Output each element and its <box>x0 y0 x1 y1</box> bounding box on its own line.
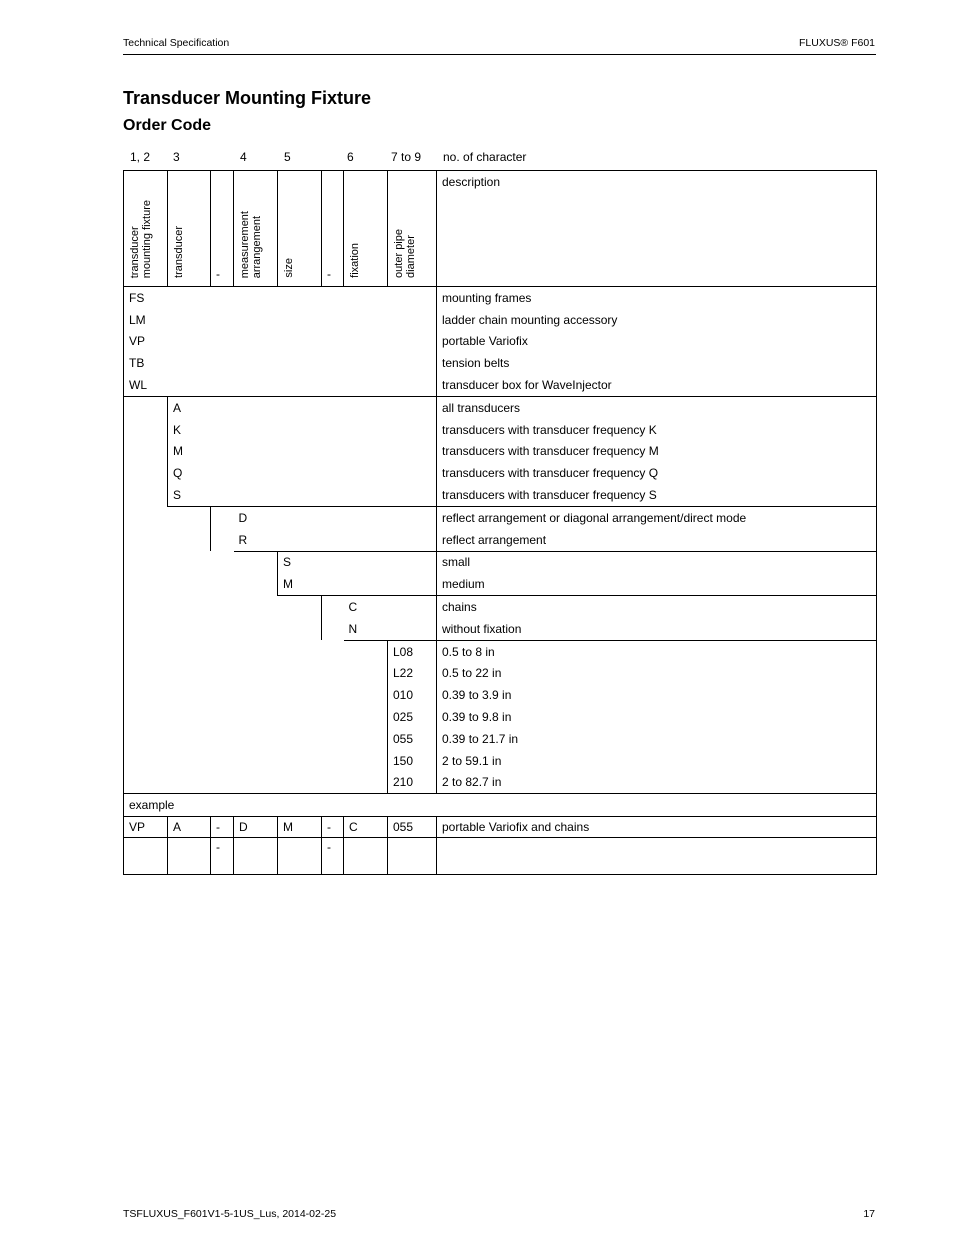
char-number-3: 3 <box>173 150 180 164</box>
column-header-size: size <box>278 171 322 287</box>
spacer-cell <box>124 728 168 750</box>
option-row-outer-pipe-diameter <box>124 706 877 728</box>
option-description: transducers with transducer frequency Q <box>437 462 877 484</box>
spacer-cell <box>278 728 322 750</box>
column-header-transducer: transducer <box>168 171 211 287</box>
option-row-outer-pipe-diameter <box>124 640 877 662</box>
option-code: LM <box>124 309 437 331</box>
option-description: transducer box for WaveInjector <box>437 374 877 396</box>
option-code: C <box>344 596 437 618</box>
blank-cell <box>344 838 388 875</box>
option-code: 210 <box>388 772 437 794</box>
option-code: WL <box>124 374 437 396</box>
option-code: S <box>168 484 437 506</box>
example-label-row <box>124 794 877 817</box>
spacer-cell <box>322 640 344 662</box>
spacer-cell <box>124 462 168 484</box>
option-row-mounting-fixture <box>124 287 877 309</box>
option-description: chains <box>437 596 877 618</box>
option-row-size <box>124 551 877 573</box>
spacer-cell <box>278 663 322 685</box>
example-value-cell: C <box>344 817 388 838</box>
spacer-cell <box>211 750 234 772</box>
order-code-table <box>123 170 877 875</box>
option-code: M <box>278 573 437 595</box>
option-code: Q <box>168 462 437 484</box>
blank-cell <box>278 838 322 875</box>
spacer-cell <box>322 618 344 640</box>
header-document-title: Technical Specification <box>123 37 230 49</box>
spacer-cell <box>278 684 322 706</box>
spacer-cell <box>168 529 211 551</box>
option-row-fixation <box>124 618 877 640</box>
option-description: all transducers <box>437 396 877 418</box>
blank-cell <box>168 838 211 875</box>
example-value-cell: - <box>322 817 344 838</box>
spacer-cell <box>211 706 234 728</box>
spacer-cell <box>234 684 278 706</box>
spacer-cell <box>211 506 234 528</box>
option-code: VP <box>124 331 437 353</box>
option-row-fixation <box>124 596 877 618</box>
spacer-cell <box>168 573 211 595</box>
option-code: S <box>278 551 437 573</box>
spacer-cell <box>278 640 322 662</box>
char-number-1-2: 1, 2 <box>130 150 151 164</box>
example-value-cell: D <box>234 817 278 838</box>
spacer-cell <box>124 396 168 418</box>
spacer-cell <box>278 772 322 794</box>
option-row-outer-pipe-diameter <box>124 663 877 685</box>
spacer-cell <box>234 640 278 662</box>
char-number-caption: no. of character <box>443 150 527 164</box>
option-description: 0.5 to 8 in <box>437 640 877 662</box>
section-subtitle: Order Code <box>123 117 212 134</box>
option-code: N <box>344 618 437 640</box>
spacer-cell <box>124 419 168 441</box>
example-value-cell: VP <box>124 817 168 838</box>
example-value-cell: M <box>278 817 322 838</box>
option-description: mounting frames <box>437 287 877 309</box>
option-description: 0.5 to 22 in <box>437 663 877 685</box>
spacer-cell <box>168 551 211 573</box>
column-header-separator-1: - <box>211 171 234 287</box>
option-row-mounting-fixture <box>124 331 877 353</box>
char-number-7-9: 7 to 9 <box>391 150 422 164</box>
example-value-cell: 055 <box>388 817 437 838</box>
option-description: 0.39 to 21.7 in <box>437 728 877 750</box>
option-description: transducers with transducer frequency M <box>437 441 877 463</box>
blank-cell <box>234 838 278 875</box>
option-code: 055 <box>388 728 437 750</box>
example-value-cell: - <box>211 817 234 838</box>
spacer-cell <box>168 750 211 772</box>
option-description: portable Variofix <box>437 331 877 353</box>
option-row-mounting-fixture <box>124 352 877 374</box>
spacer-cell <box>168 772 211 794</box>
column-header-fixation: fixation <box>344 171 388 287</box>
option-code: FS <box>124 287 437 309</box>
blank-order-row <box>124 838 877 875</box>
spacer-cell <box>234 551 278 573</box>
option-description: 2 to 59.1 in <box>437 750 877 772</box>
column-header-outer-pipe-diameter: outer pipe diameter <box>388 171 437 287</box>
spacer-cell <box>344 772 388 794</box>
spacer-cell <box>322 728 344 750</box>
option-row-outer-pipe-diameter <box>124 772 877 794</box>
spacer-cell <box>168 506 211 528</box>
example-value-cell: A <box>168 817 211 838</box>
header-product-name: FLUXUS® F601 <box>798 37 875 49</box>
spacer-cell <box>344 750 388 772</box>
spacer-cell <box>124 618 168 640</box>
footer-document-id: TSFLUXUS_F601V1-5-1US_Lus, 2014-02-25 <box>123 1208 337 1220</box>
option-description: small <box>437 551 877 573</box>
spacer-cell <box>211 640 234 662</box>
option-row-outer-pipe-diameter <box>124 684 877 706</box>
blank-cell <box>388 838 437 875</box>
option-description: tension belts <box>437 352 877 374</box>
option-row-mounting-fixture <box>124 309 877 331</box>
spacer-cell <box>322 772 344 794</box>
char-number-5: 5 <box>284 150 291 164</box>
page-title: Transducer Mounting Fixture <box>123 88 372 108</box>
spacer-cell <box>278 706 322 728</box>
option-row-mounting-fixture <box>124 374 877 396</box>
column-header-separator-2: - <box>322 171 344 287</box>
option-description: medium <box>437 573 877 595</box>
option-row-outer-pipe-diameter <box>124 728 877 750</box>
spacer-cell <box>124 596 168 618</box>
spacer-cell <box>234 618 278 640</box>
column-header-mounting-fixture: transducer mounting fixture <box>124 171 168 287</box>
spacer-cell <box>211 551 234 573</box>
example-row <box>124 817 877 838</box>
option-description: reflect arrangement <box>437 529 877 551</box>
spacer-cell <box>234 772 278 794</box>
spacer-cell <box>124 484 168 506</box>
option-code: TB <box>124 352 437 374</box>
spacer-cell <box>211 684 234 706</box>
option-code: D <box>234 506 437 528</box>
blank-cell: - <box>322 838 344 875</box>
option-row-outer-pipe-diameter <box>124 750 877 772</box>
spacer-cell <box>322 663 344 685</box>
option-description: reflect arrangement or diagonal arrangement/direct mode <box>437 506 877 528</box>
spacer-cell <box>344 640 388 662</box>
option-row-transducer <box>124 419 877 441</box>
spacer-cell <box>124 706 168 728</box>
spacer-cell <box>168 706 211 728</box>
char-number-6: 6 <box>347 150 354 164</box>
header-rule <box>123 54 876 55</box>
option-row-measurement-arrangement <box>124 529 877 551</box>
option-code: K <box>168 419 437 441</box>
spacer-cell <box>168 728 211 750</box>
example-label: example <box>124 794 877 817</box>
spacer-cell <box>322 596 344 618</box>
option-code: M <box>168 441 437 463</box>
spacer-cell <box>124 663 168 685</box>
spacer-cell <box>322 684 344 706</box>
spacer-cell <box>168 640 211 662</box>
option-row-size <box>124 573 877 595</box>
spacer-cell <box>124 506 168 528</box>
option-code: A <box>168 396 437 418</box>
blank-cell <box>124 838 168 875</box>
option-description: transducers with transducer frequency K <box>437 419 877 441</box>
blank-description-cell <box>437 838 877 875</box>
spacer-cell <box>278 750 322 772</box>
spacer-cell <box>344 728 388 750</box>
option-description: 0.39 to 3.9 in <box>437 684 877 706</box>
spacer-cell <box>124 529 168 551</box>
spacer-cell <box>124 551 168 573</box>
spacer-cell <box>124 640 168 662</box>
spacer-cell <box>211 529 234 551</box>
spacer-cell <box>344 706 388 728</box>
spacer-cell <box>322 750 344 772</box>
option-row-transducer <box>124 484 877 506</box>
option-code: L22 <box>388 663 437 685</box>
option-code: 010 <box>388 684 437 706</box>
spacer-cell <box>124 441 168 463</box>
option-row-transducer <box>124 396 877 418</box>
option-code: L08 <box>388 640 437 662</box>
spacer-cell <box>322 706 344 728</box>
option-row-transducer <box>124 441 877 463</box>
spacer-cell <box>344 663 388 685</box>
option-row-transducer <box>124 462 877 484</box>
spacer-cell <box>211 596 234 618</box>
spacer-cell <box>211 772 234 794</box>
spacer-cell <box>168 596 211 618</box>
spacer-cell <box>234 728 278 750</box>
spacer-cell <box>211 663 234 685</box>
spacer-cell <box>124 772 168 794</box>
option-description: ladder chain mounting accessory <box>437 309 877 331</box>
column-header-description: description <box>437 171 877 287</box>
spacer-cell <box>211 728 234 750</box>
spacer-cell <box>234 706 278 728</box>
spacer-cell <box>234 750 278 772</box>
option-description: transducers with transducer frequency S <box>437 484 877 506</box>
option-description: 0.39 to 9.8 in <box>437 706 877 728</box>
spacer-cell <box>234 596 278 618</box>
column-header-measurement-arrangement: measurement arrangement <box>234 171 278 287</box>
option-row-measurement-arrangement <box>124 506 877 528</box>
option-description: 2 to 82.7 in <box>437 772 877 794</box>
spacer-cell <box>278 596 322 618</box>
blank-cell: - <box>211 838 234 875</box>
spacer-cell <box>124 684 168 706</box>
spacer-cell <box>124 750 168 772</box>
example-description: portable Variofix and chains <box>437 817 877 838</box>
spacer-cell <box>168 618 211 640</box>
option-code: 025 <box>388 706 437 728</box>
page-number: 17 <box>863 1208 875 1220</box>
spacer-cell <box>234 573 278 595</box>
spacer-cell <box>211 573 234 595</box>
spacer-cell <box>344 684 388 706</box>
option-code: R <box>234 529 437 551</box>
char-number-4: 4 <box>240 150 247 164</box>
spacer-cell <box>124 573 168 595</box>
option-description: without fixation <box>437 618 877 640</box>
spacer-cell <box>278 618 322 640</box>
column-header-row <box>124 171 877 287</box>
spacer-cell <box>211 618 234 640</box>
spacer-cell <box>168 663 211 685</box>
spacer-cell <box>234 663 278 685</box>
spacer-cell <box>168 684 211 706</box>
option-code: 150 <box>388 750 437 772</box>
